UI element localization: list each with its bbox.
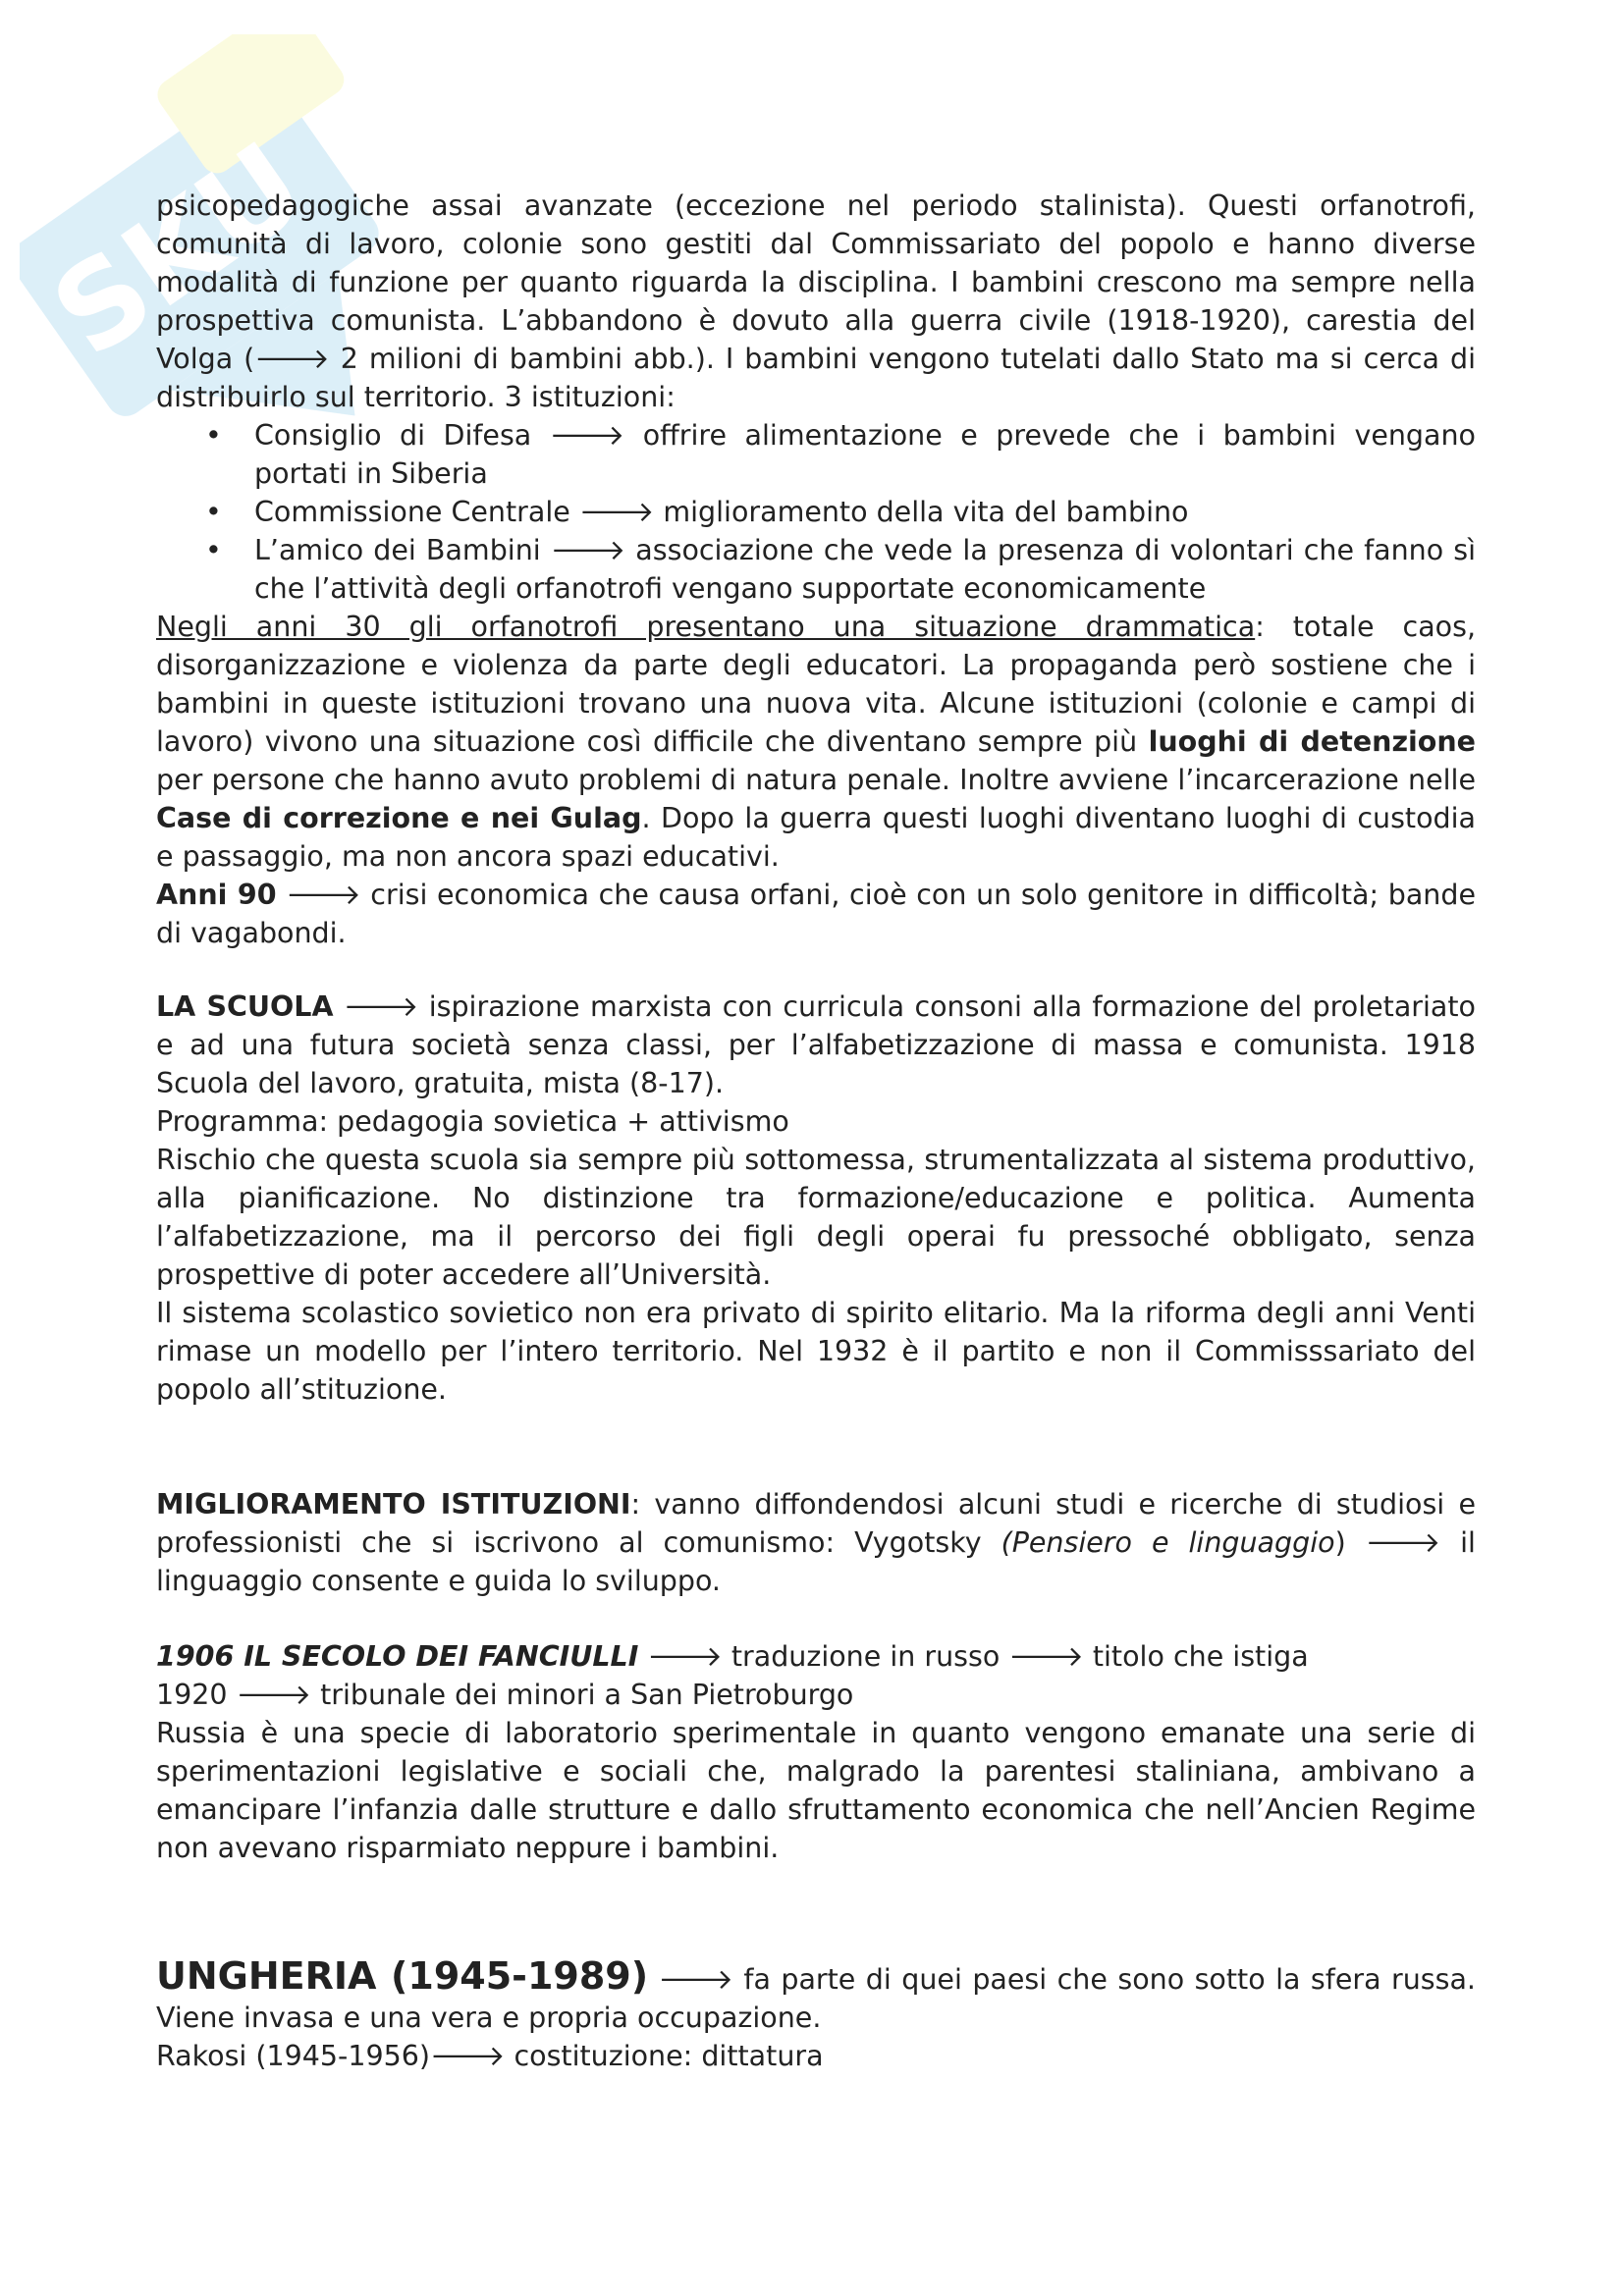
section-heading: 1906 IL SECOLO DEI FANCIULLI — [156, 1640, 639, 1673]
list-item: • L’amico dei Bambini 🡒 associazione che vede la presenza di volontari che fanno sì che l’attività degli orfanotrofi vengano supportate economicamente — [254, 531, 1476, 608]
paragraph-anni-30: Negli anni 30 gli orfanotrofi presentano una situazione drammatica: totale caos, disorganizzazione e violenza da parte degli educatori. La propaganda però sostiene che i bambini in queste istituzioni trovano una nuova vita. Alcune istituzioni (colonie e campi di lavoro) vivono una situazione così difficile che diventano sempre più luoghi di detenzione per persone che hanno avuto problemi di natura penale. Inoltre avviene l’incarcerazione nelle Case di correzione e nei Gulag. Dopo la guerra questi luoghi diventano luoghi di custodia e passaggio, ma non ancora spazi educativi. — [156, 611, 1477, 873]
bold-phrase: luoghi di detenzione — [1148, 725, 1476, 758]
section-heading: LA SCUOLA — [156, 990, 334, 1023]
italic-phrase: (Pensiero e linguaggio — [1001, 1526, 1335, 1559]
bold-phrase: Case di correzione e nei Gulag — [156, 802, 642, 834]
bold-phrase: Anni 90 — [156, 879, 277, 911]
underlined-phrase: Negli anni 30 gli orfanotrofi presentano una situazione drammatica — [156, 611, 1256, 643]
paragraph-secolo: 1906 IL SECOLO DEI FANCIULLI 🡒 traduzione in russo 🡒 titolo che istiga — [156, 1640, 1309, 1673]
paragraph-rakosi: Rakosi (1945-1956)🡒 costituzione: dittatura — [156, 2040, 824, 2072]
paragraph-sistema: Il sistema scolastico sovietico non era privato di spirito elitario. Ma la riforma degli anni Venti rimase un modello per l’intero territorio. Nel 1932 è il partito e non il Commisssariato del popolo all’stituzione. — [156, 1297, 1476, 1406]
list-item: • Commissione Centrale 🡒 miglioramento della vita del bambino — [254, 493, 1476, 531]
paragraph-miglioramento: MIGLIORAMENTO ISTITUZIONI: vanno diffondendosi alcuni studi e ricerche di studiosi e professionisti che si iscrivono al comunismo: Vygotsky (Pensiero e linguaggio) 🡒 il linguaggio consente e guida lo sviluppo. — [156, 1488, 1476, 1597]
paragraph-ungheria: UNGHERIA (1945-1989) 🡒 fa parte di quei paesi che sono sotto la sfera russa. Viene invasa e una vera e propria occupazione. — [156, 1954, 1476, 2034]
paragraph-rischio: Rischio che questa scuola sia sempre più sottomessa, strumentalizzata al sistema produttivo, alla pianificazione. No distinzione tra formazione/educazione e politica. Aumenta l’alfabetizzazione, ma il percorso dei figli degli operai fu pressoché obbligato, senza prospettive di poter accedere all’Università. — [156, 1144, 1476, 1291]
paragraph-tribunale: 1920 🡒 tribunale dei minori a San Pietroburgo — [156, 1679, 854, 1711]
paragraph-russia: Russia è una specie di laboratorio sperimentale in quanto vengono emanate una serie di sperimentazioni legislative e sociali che, malgrado la parentesi staliniana, ambivano a emancipare l’infanzia dalle strutture e dallo sfruttamento economica che nell’Ancien Regime non avevano risparmiato neppure i bambini. — [156, 1717, 1476, 1864]
section-heading: MIGLIORAMENTO ISTITUZIONI — [156, 1488, 631, 1521]
institutions-list — [156, 416, 1476, 608]
paragraph-anni-90: Anni 90 🡒 crisi economica che causa orfani, cioè con un solo genitore in difficoltà; bande di vagabondi. — [156, 879, 1476, 949]
paragraph-la-scuola: LA SCUOLA 🡒 ispirazione marxista con curricula consoni alla formazione del proletariato e ad una futura società senza classi, per l’alfabetizzazione di massa e comunista. 1918 Scuola del lavoro, gratuita, mista (8-17). — [156, 990, 1476, 1099]
paragraph-programma: Programma: pedagogia sovietica + attivismo — [156, 1105, 789, 1138]
svg-text:SKU: SKU — [29, 117, 330, 384]
paragraph-orfanotrofi: psicopedagogiche assai avanzate (eccezione nel periodo stalinista). Questi orfanotrofi, comunità di lavoro, colonie sono gestiti dal Commissariato del popolo e hanno diverse modalità di funzione per quanto riguarda la disciplina. I bambini crescono ma sempre nella prospettiva comunista. L’abbandono è dovuto alla guerra civile (1918-1920), carestia del Volga (🡒 2 milioni di bambini abb.). I bambini vengono tutelati dallo Stato ma si cerca di distribuirlo sul territorio. 3 istituzioni: — [156, 189, 1476, 413]
list-item: • Consiglio di Difesa 🡒 offrire alimentazione e prevede che i bambini vengano portati in Siberia — [254, 416, 1476, 493]
section-heading: UNGHERIA (1945-1989) — [156, 1954, 649, 1998]
document-body — [156, 187, 1476, 2075]
